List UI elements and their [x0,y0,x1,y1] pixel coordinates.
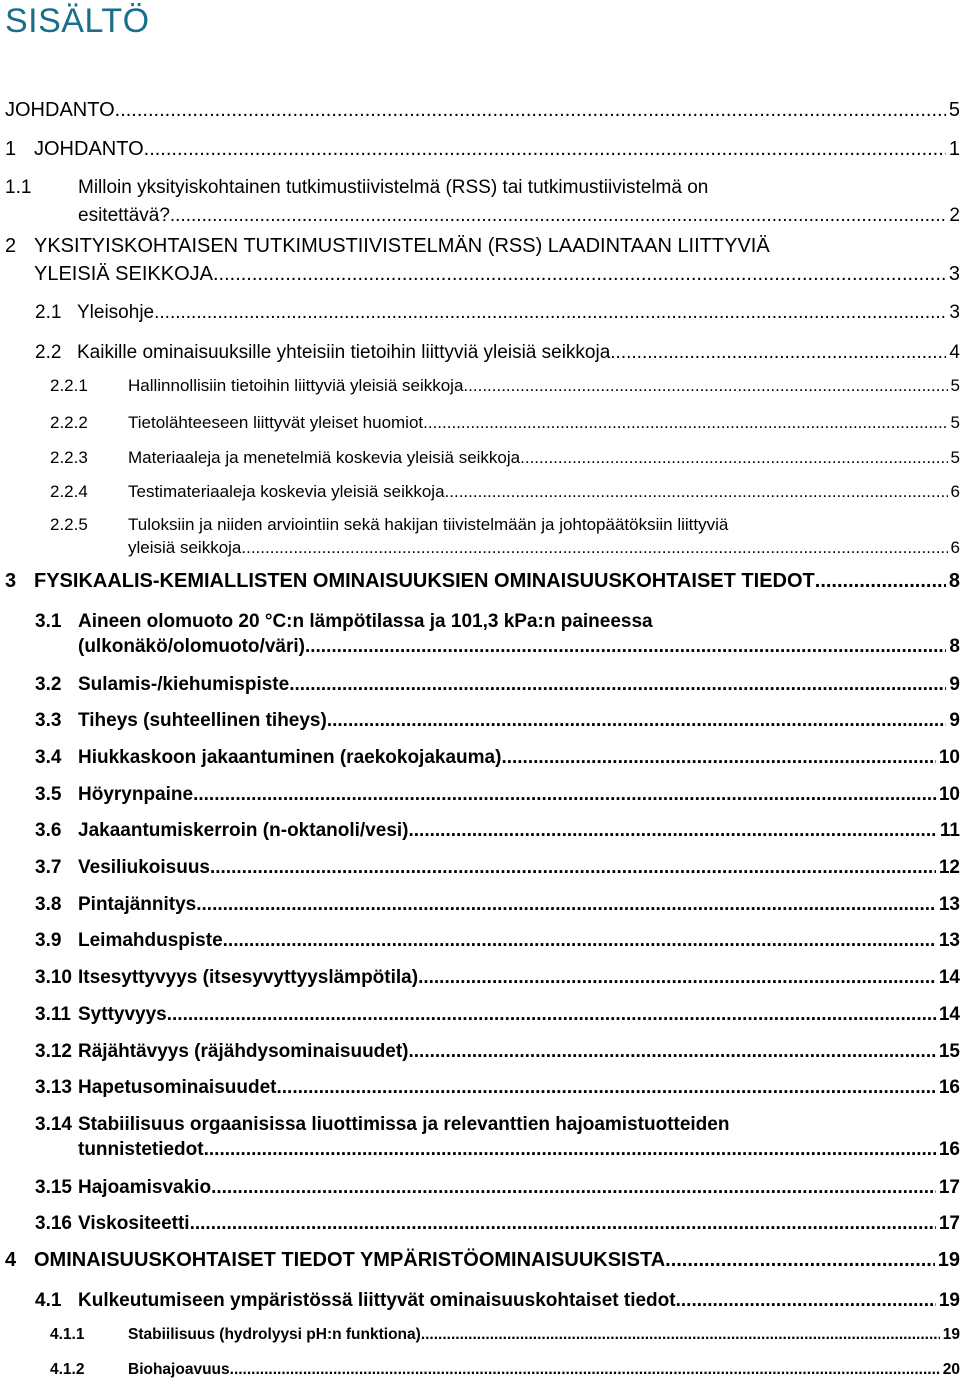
toc-entry-title: Tiheys (suhteellinen tiheys) [78,710,327,731]
toc-entry-page-number: 5 [950,376,960,395]
toc-entry-number: 3.5 [35,784,62,805]
toc-entry[interactable] [35,928,960,953]
toc-entry-title: Pintajännitys [78,894,197,915]
toc-entry-page-number: 14 [938,967,960,988]
toc-entry-title: YLEISIÄ SEIKKOJA [34,263,213,285]
toc-entry-number: 3.4 [35,747,62,768]
toc-entry[interactable] [35,1039,960,1064]
toc-entry-page-number: 3 [948,263,960,285]
dot-leader [170,202,947,230]
dot-leader [196,892,936,917]
toc-entry-number: 3.12 [35,1041,72,1062]
toc-entry-number: 3 [5,570,17,592]
toc-entry[interactable] [35,340,960,366]
toc-entry[interactable] [35,1288,960,1313]
toc-entry-number: 3.16 [35,1213,72,1234]
toc-entry[interactable] [35,609,960,659]
toc-entry-title: Hapetusominaisuudet [78,1077,277,1098]
dot-leader [213,260,946,288]
toc-entry-number: 3.9 [35,930,62,951]
dot-leader [520,447,947,469]
toc-entry-title: JOHDANTO [34,138,144,160]
toc-entry[interactable] [35,708,960,733]
toc-entry[interactable] [5,232,960,288]
dot-leader [193,782,936,807]
dot-leader [421,1324,940,1346]
toc-entry-title: yleisiä seikkoja [128,538,242,557]
toc-entry-page-number: 10 [938,747,960,768]
toc-entry-title: (ulkonäkö/olomuoto/väri) [78,636,305,657]
toc-entry[interactable] [5,568,960,594]
toc-entry[interactable] [35,1175,960,1200]
dot-leader [241,536,947,559]
toc-entry-number: 4 [5,1249,17,1271]
toc-entry-page-number: 10 [938,784,960,805]
toc-entry-page-number: 13 [938,930,960,951]
toc-entry-page-number: 6 [950,482,960,501]
toc-entry-page-number: 8 [949,636,960,657]
toc-entry-number: 2.1 [35,302,62,323]
toc-entry-number: 3.13 [35,1077,72,1098]
toc-entry[interactable] [50,447,960,469]
toc-entry-number: 2.2.5 [50,515,88,534]
toc-entry-number: 3.10 [35,967,72,988]
toc-entry[interactable] [35,892,960,917]
dot-leader [210,855,936,880]
toc-entry-title: tunnistetiedot [78,1139,204,1160]
dot-leader [418,965,936,990]
toc-entry-title: Kulkeutumiseen ympäristössä liittyvät ominaisuuskohtaiset tiedot [78,1290,676,1311]
dot-leader [115,97,946,123]
dot-leader [423,412,947,434]
toc-entry-title: Testimateriaaleja koskevia yleisiä seikkoja [128,482,445,501]
toc-entry-title: Tietolähteeseen liittyvät yleiset huomiot [128,413,424,432]
toc-entry[interactable] [35,1211,960,1236]
toc-entry-title: esitettävä? [78,205,170,226]
toc-entry[interactable] [50,1359,960,1381]
dot-leader [276,1075,935,1100]
toc-entry-page-number: 9 [949,710,960,731]
toc-entry[interactable] [35,1112,960,1162]
page-title: SISÄLTÖ [5,2,150,40]
toc-entry-title: FYSIKAALIS-KEMIALLISTEN OMINAISUUKSIEN OMINAISUUSKOHTAISET TIEDOT [34,570,815,592]
toc-entry[interactable] [35,300,960,326]
toc-entry-title: Stabiilisuus orgaanisissa liuottimissa ja relevanttien hajoamistuotteiden [78,1114,730,1135]
toc-entry[interactable] [50,375,960,397]
toc-entry-title: Materiaaleja ja menetelmiä koskevia yleisiä seikkoja [128,448,521,467]
toc-entry-page-number: 16 [938,1077,960,1098]
toc-entry-page-number: 5 [950,413,960,432]
toc-entry-number: 3.6 [35,820,62,841]
toc-entry[interactable] [35,855,960,880]
toc-entry-page-number: 13 [938,894,960,915]
toc-entry-number: 3.7 [35,857,62,878]
toc-entry-number: 2.2.3 [50,448,88,467]
toc-entry-title: YKSITYISKOHTAISEN TUTKIMUSTIIVISTELMÄN (RSS) LAADINTAAN LIITTYVIÄ [34,235,770,257]
toc-entry-number: 3.2 [35,674,62,695]
dot-leader [501,745,935,770]
toc-entry-title: Itsesyttyvyys (itsesyvyttyyslämpötila) [78,967,419,988]
toc-entry-number: 1.1 [5,177,32,198]
toc-entry-title: Hallinnollisiin tietoihin liittyviä yleisiä seikkoja [128,376,464,395]
toc-entry-page-number: 12 [938,857,960,878]
dot-leader [676,1288,936,1313]
toc-entry-title: Yleisohje [77,302,155,323]
dot-leader [409,1039,936,1064]
dot-leader [154,300,946,326]
dot-leader [144,136,946,162]
toc-entry[interactable] [5,136,960,162]
toc-entry-page-number: 6 [950,538,960,557]
toc-entry-page-number: 11 [939,820,960,841]
toc-entry[interactable] [35,745,960,770]
toc-entry-title: Sulamis-/kiehumispiste [78,674,290,695]
toc-entry[interactable] [50,481,960,503]
dot-leader [223,928,936,953]
toc-entry-number: 4.1.2 [50,1361,85,1378]
dot-leader [190,1211,936,1236]
toc-entry[interactable] [35,672,960,697]
toc-entry-page-number: 4 [949,342,960,363]
toc-entry-number: 3.15 [35,1177,72,1198]
toc-entry-title: Vesiliukoisuus [78,857,210,878]
toc-entry-title: Milloin yksityiskohtainen tutkimustiivistelmä (RSS) tai tutkimustiivistelmä on [78,177,709,198]
toc-entry-title: Syttyvyys [78,1004,167,1025]
toc-entry-number: 2.2.4 [50,482,88,501]
toc-entry-page-number: 5 [948,99,960,121]
toc-entry-number: 4.1.1 [50,1326,85,1343]
toc-entry-page-number: 3 [949,302,960,323]
toc-entry-title: Höyrynpaine [78,784,194,805]
dot-leader [289,672,946,697]
toc-entry-page-number: 16 [938,1139,960,1160]
toc-entry-number: 3.1 [35,611,62,632]
toc-entry-page-number: 8 [948,570,960,592]
toc-entry-number: 3.3 [35,710,62,731]
toc-entry-title: Biohajoavuus [128,1361,230,1378]
toc-entry-number: 2.2.2 [50,413,88,432]
toc-entry[interactable] [5,97,960,123]
toc-entry-number: 3.11 [35,1004,71,1025]
toc-entry-page-number: 2 [949,205,960,226]
toc-entry-page-number: 19 [942,1326,960,1343]
toc-entry-page-number: 1 [948,138,960,160]
toc-entry-page-number: 17 [938,1177,960,1198]
toc-entry-title: Tuloksiin ja niiden arviointiin sekä hakijan tiivistelmään ja johtopäätöksiin liittyviä [128,515,729,534]
toc-entry-title: Stabiilisuus (hydrolyysi pH:n funktiona) [128,1326,421,1343]
dot-leader [204,1137,936,1162]
dot-leader [327,708,947,733]
toc-entry-number: 4.1 [35,1290,62,1311]
toc-entry[interactable] [50,1324,960,1346]
toc-entry[interactable] [5,174,960,230]
dot-leader [230,1359,940,1381]
toc-entry[interactable] [50,513,960,559]
toc-entry-title: Räjähtävyys (räjähdysominaisuudet) [78,1041,409,1062]
toc-entry[interactable] [35,1075,960,1100]
dot-leader [167,1002,936,1027]
dot-leader [815,568,946,594]
toc-entry-page-number: 19 [937,1249,960,1271]
toc-entry[interactable] [5,1247,960,1273]
toc-entry-title: Aineen olomuoto 20 °C:n lämpötilassa ja 101,3 kPa:n paineessa [78,611,653,632]
toc-entry[interactable] [35,818,960,843]
toc-entry-title: Leimahduspiste [78,930,223,951]
toc-entry-title: Jakaantumiskerroin (n-oktanoli/vesi) [78,820,409,841]
toc-entry-number: 3.8 [35,894,62,915]
toc-entry-number: 2.2 [35,342,62,363]
toc-entry[interactable] [35,965,960,990]
toc-entry-page-number: 17 [938,1213,960,1234]
toc-entry-page-number: 9 [949,674,960,695]
toc-entry[interactable] [35,782,960,807]
dot-leader [409,818,937,843]
toc-entry-title: OMINAISUUSKOHTAISET TIEDOT YMPÄRISTÖOMINAISUUKSISTA [34,1249,666,1271]
dot-leader [445,481,948,503]
toc-entry-number: 1 [5,138,17,160]
toc-entry-title: JOHDANTO [5,99,115,121]
toc-entry-title: Viskositeetti [78,1213,190,1234]
toc-entry-title: Hajoamisvakio [78,1177,212,1198]
toc-entry-number: 2.2.1 [50,376,88,395]
toc-entry-page-number: 19 [938,1290,960,1311]
toc-entry-number: 2 [5,235,17,257]
toc-entry-page-number: 5 [950,448,960,467]
toc-entry-title: Kaikille ominaisuuksille yhteisiin tietoihin liittyviä yleisiä seikkoja [77,342,611,363]
dot-leader [211,1175,936,1200]
toc-entry-number: 3.14 [35,1114,72,1135]
dot-leader [305,634,946,659]
toc-entry-title: Hiukkaskoon jakaantuminen (raekokojakauma) [78,747,502,768]
toc-entry-page-number: 20 [942,1361,960,1378]
dot-leader [665,1247,935,1273]
dot-leader [463,375,947,397]
toc-entry[interactable] [35,1002,960,1027]
toc-entry-page-number: 15 [938,1041,960,1062]
dot-leader [610,340,946,366]
toc-entry-page-number: 14 [938,1004,960,1025]
toc-entry[interactable] [50,412,960,434]
